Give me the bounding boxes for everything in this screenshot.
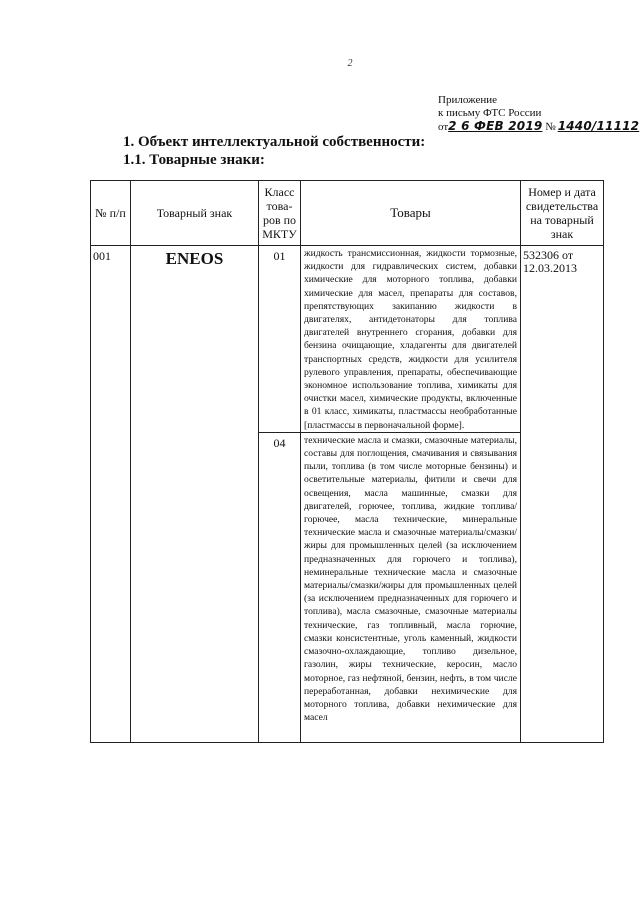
row-number: 001 (91, 246, 131, 743)
date-prefix: от (438, 121, 449, 133)
goods-list: технические масла и смазки, смазочные материалы, составы для поглощения, смачивания и связывания пыли, топлива (в том числе моторные бензины) и осветительные материалы, фитили и свечи для освещения, масла машинные, смазки для двигателей, горючее, топлива, жидкие топлива/горючее, масла технические, минеральные технические масла и смазочные материалы/смазки/жиры для промышленных целей (за исключением предназначенных для горючего и топлива), неминеральные технические масла и смазочные материалы/смазки/жиры для промышленных целей (за исключением предназначенных для горючего и топлива), масла смазочные, смазочные материалы технические, газ топливный, масла горючие, смазки консистентные, уголь каменный, жидкости смазочно-охлаждающие, топливо дизельное, газолин, жиры технические, керосин, масло моторное, газ нефтяной, бензин, нефть, в том числе переработанная, добавки нехимические для моторного топлива, добавки нехимические для масел (301, 432, 521, 742)
class-code: 04 (259, 432, 301, 742)
trademark-name: ENEOS (131, 246, 259, 743)
attachment-label: Приложение (438, 94, 498, 106)
header-mark: Товарный знак (131, 181, 259, 246)
header-num: № п/п (91, 181, 131, 246)
header-certificate: Номер и дата свидетельства на товарный знак (521, 181, 604, 246)
section-title: 1. Объект интеллектуальной собственности: (123, 134, 426, 150)
page-number: 2 (347, 58, 353, 69)
header-goods: Товары (301, 181, 521, 246)
handwritten-date: 2 6 ФЕВ 2019 (448, 119, 543, 133)
number-prefix: № (545, 121, 556, 133)
header-class: Класс това-ров по МКТУ (259, 181, 301, 246)
certificate-number: 532306 от (523, 248, 574, 262)
attachment-date-line (438, 120, 639, 134)
attachment-letter-ref: к письму ФТС России (438, 107, 542, 119)
section-subtitle: 1.1. Товарные знаки: (123, 152, 265, 168)
certificate-date: 12.03.2013 (523, 261, 577, 275)
certificate-cell (521, 246, 604, 743)
handwritten-number: 1440/11112 (557, 119, 640, 133)
goods-list: жидкость трансмиссионная, жидкости тормозные, жидкости для гидравлических систем, добавки химические для моторного топлива, добавки химические для масел, препараты для составов, препятствующих закипанию жидкости в двигателях, антидетонаторы для топлива двигателей внутреннего сгорания, добавки для бензина очищающие, хладагенты для двигателей транспортных средств, жидкости для усилителя рулевого управления, препараты, обеспечивающие экономное использование топлива, химикаты для очистки масел, химические продукты, включенные в 01 класс, химикаты, пластмассы необработанные [пластмассы в первоначальной форме]. (301, 246, 521, 433)
attachment-header (438, 94, 639, 134)
trademark-table (90, 180, 604, 743)
table-row (91, 246, 604, 433)
table-header-row (91, 181, 604, 246)
class-code: 01 (259, 246, 301, 433)
